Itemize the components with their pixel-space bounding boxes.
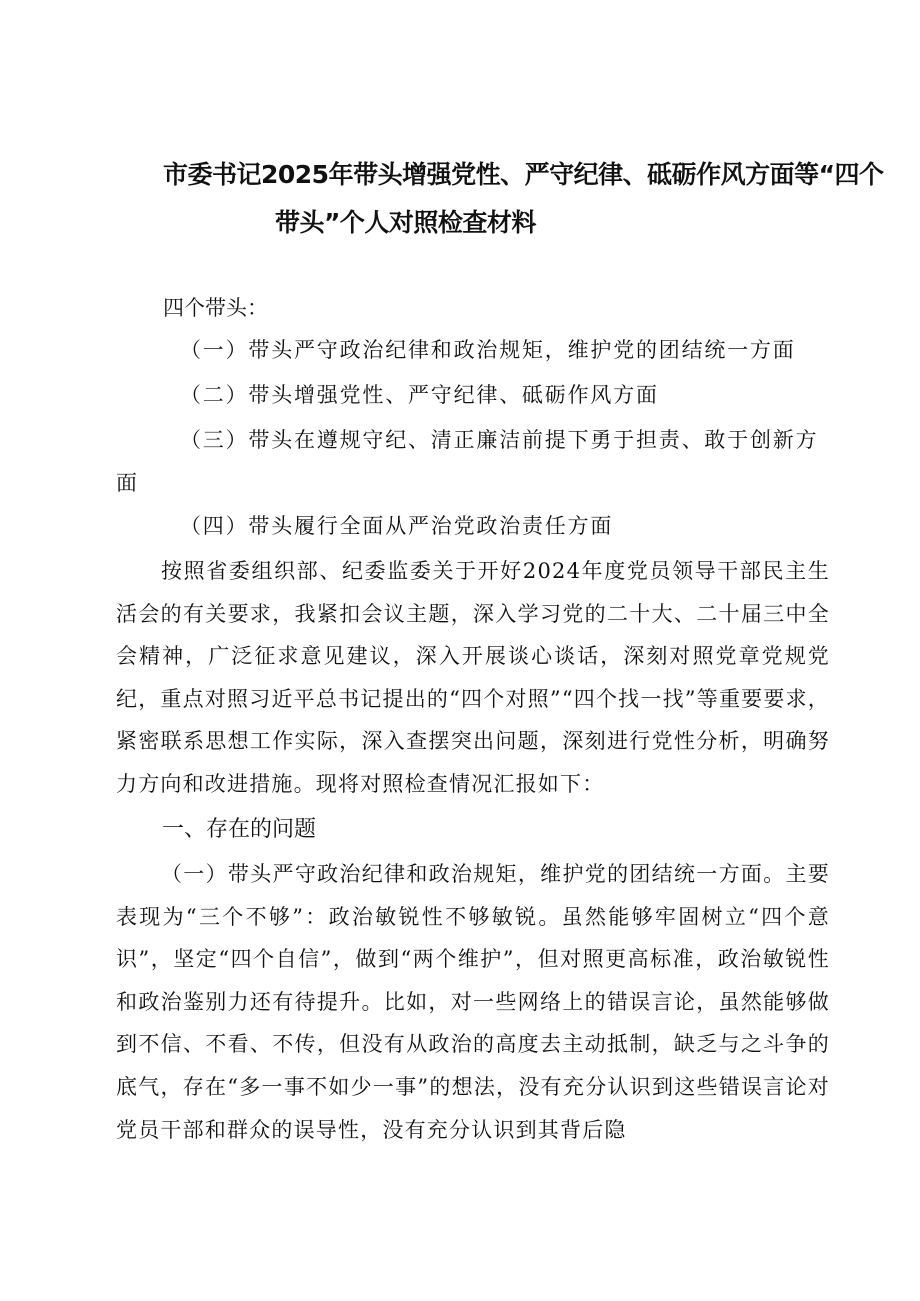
item-four: （四）带头履行全面从严治党政治责任方面 (180, 514, 614, 538)
paragraph-problem-one: （一）带头严守政治纪律和政治规矩，维护党的团结统一方面。主要表现为“三个不够”：政治敏锐性不够敏锐。虽然能够牢固树立“四个意识”，坚定“四个自信”，做到“两个维护”，但对照更高标准，政治敏锐性和政治鉴别力还有待提升。比如，对一些网络上的错误言论，虽然能够做到不信、不看、不传，但没有从政治的高度去主动抵制，缺乏与之斗争的底气，存在“多一事不如少一事”的想法，没有充分认识到这些错误言论对党员干部和群众的误导性，没有充分认识到其背后隐 (116, 862, 830, 1142)
item-one: （一）带头严守政治纪律和政治规矩，维护党的团结统一方面 (180, 338, 796, 362)
section-heading-problems: 一、存在的问题 (162, 817, 317, 842)
document-title-line-2: 带头”个人对照检查材料 (275, 208, 536, 237)
intro-label: 四个带头： (163, 296, 268, 320)
item-two: （二）带头增强党性、严守纪律、砥砺作风方面 (180, 383, 659, 407)
paragraph-intro: 按照省委组织部、纪委监委关于开好2024年度党员领导干部民主生活会的有关要求，我紧扣会议主题，深入学习党的二十大、二十届三中全会精神，广泛征求意见建议，深入开展谈心谈话，深刻对照党章党规党纪，重点对照习近平总书记提出的“四个对照”“四个找一找”等重要要求，紧密联系思想工作实际，深入查摆突出问题，深刻进行党性分析，明确努力方向和改进措施。现将对照检查情况汇报如下： (116, 559, 830, 796)
document-title-line-1: 市委书记2025年带头增强党性、严守纪律、砥砺作风方面等“四个 (163, 160, 884, 189)
item-three-continuation: 面 (116, 471, 137, 495)
item-three: （三）带头在遵规守纪、清正廉洁前提下勇于担责、敢于创新方 (180, 428, 819, 452)
